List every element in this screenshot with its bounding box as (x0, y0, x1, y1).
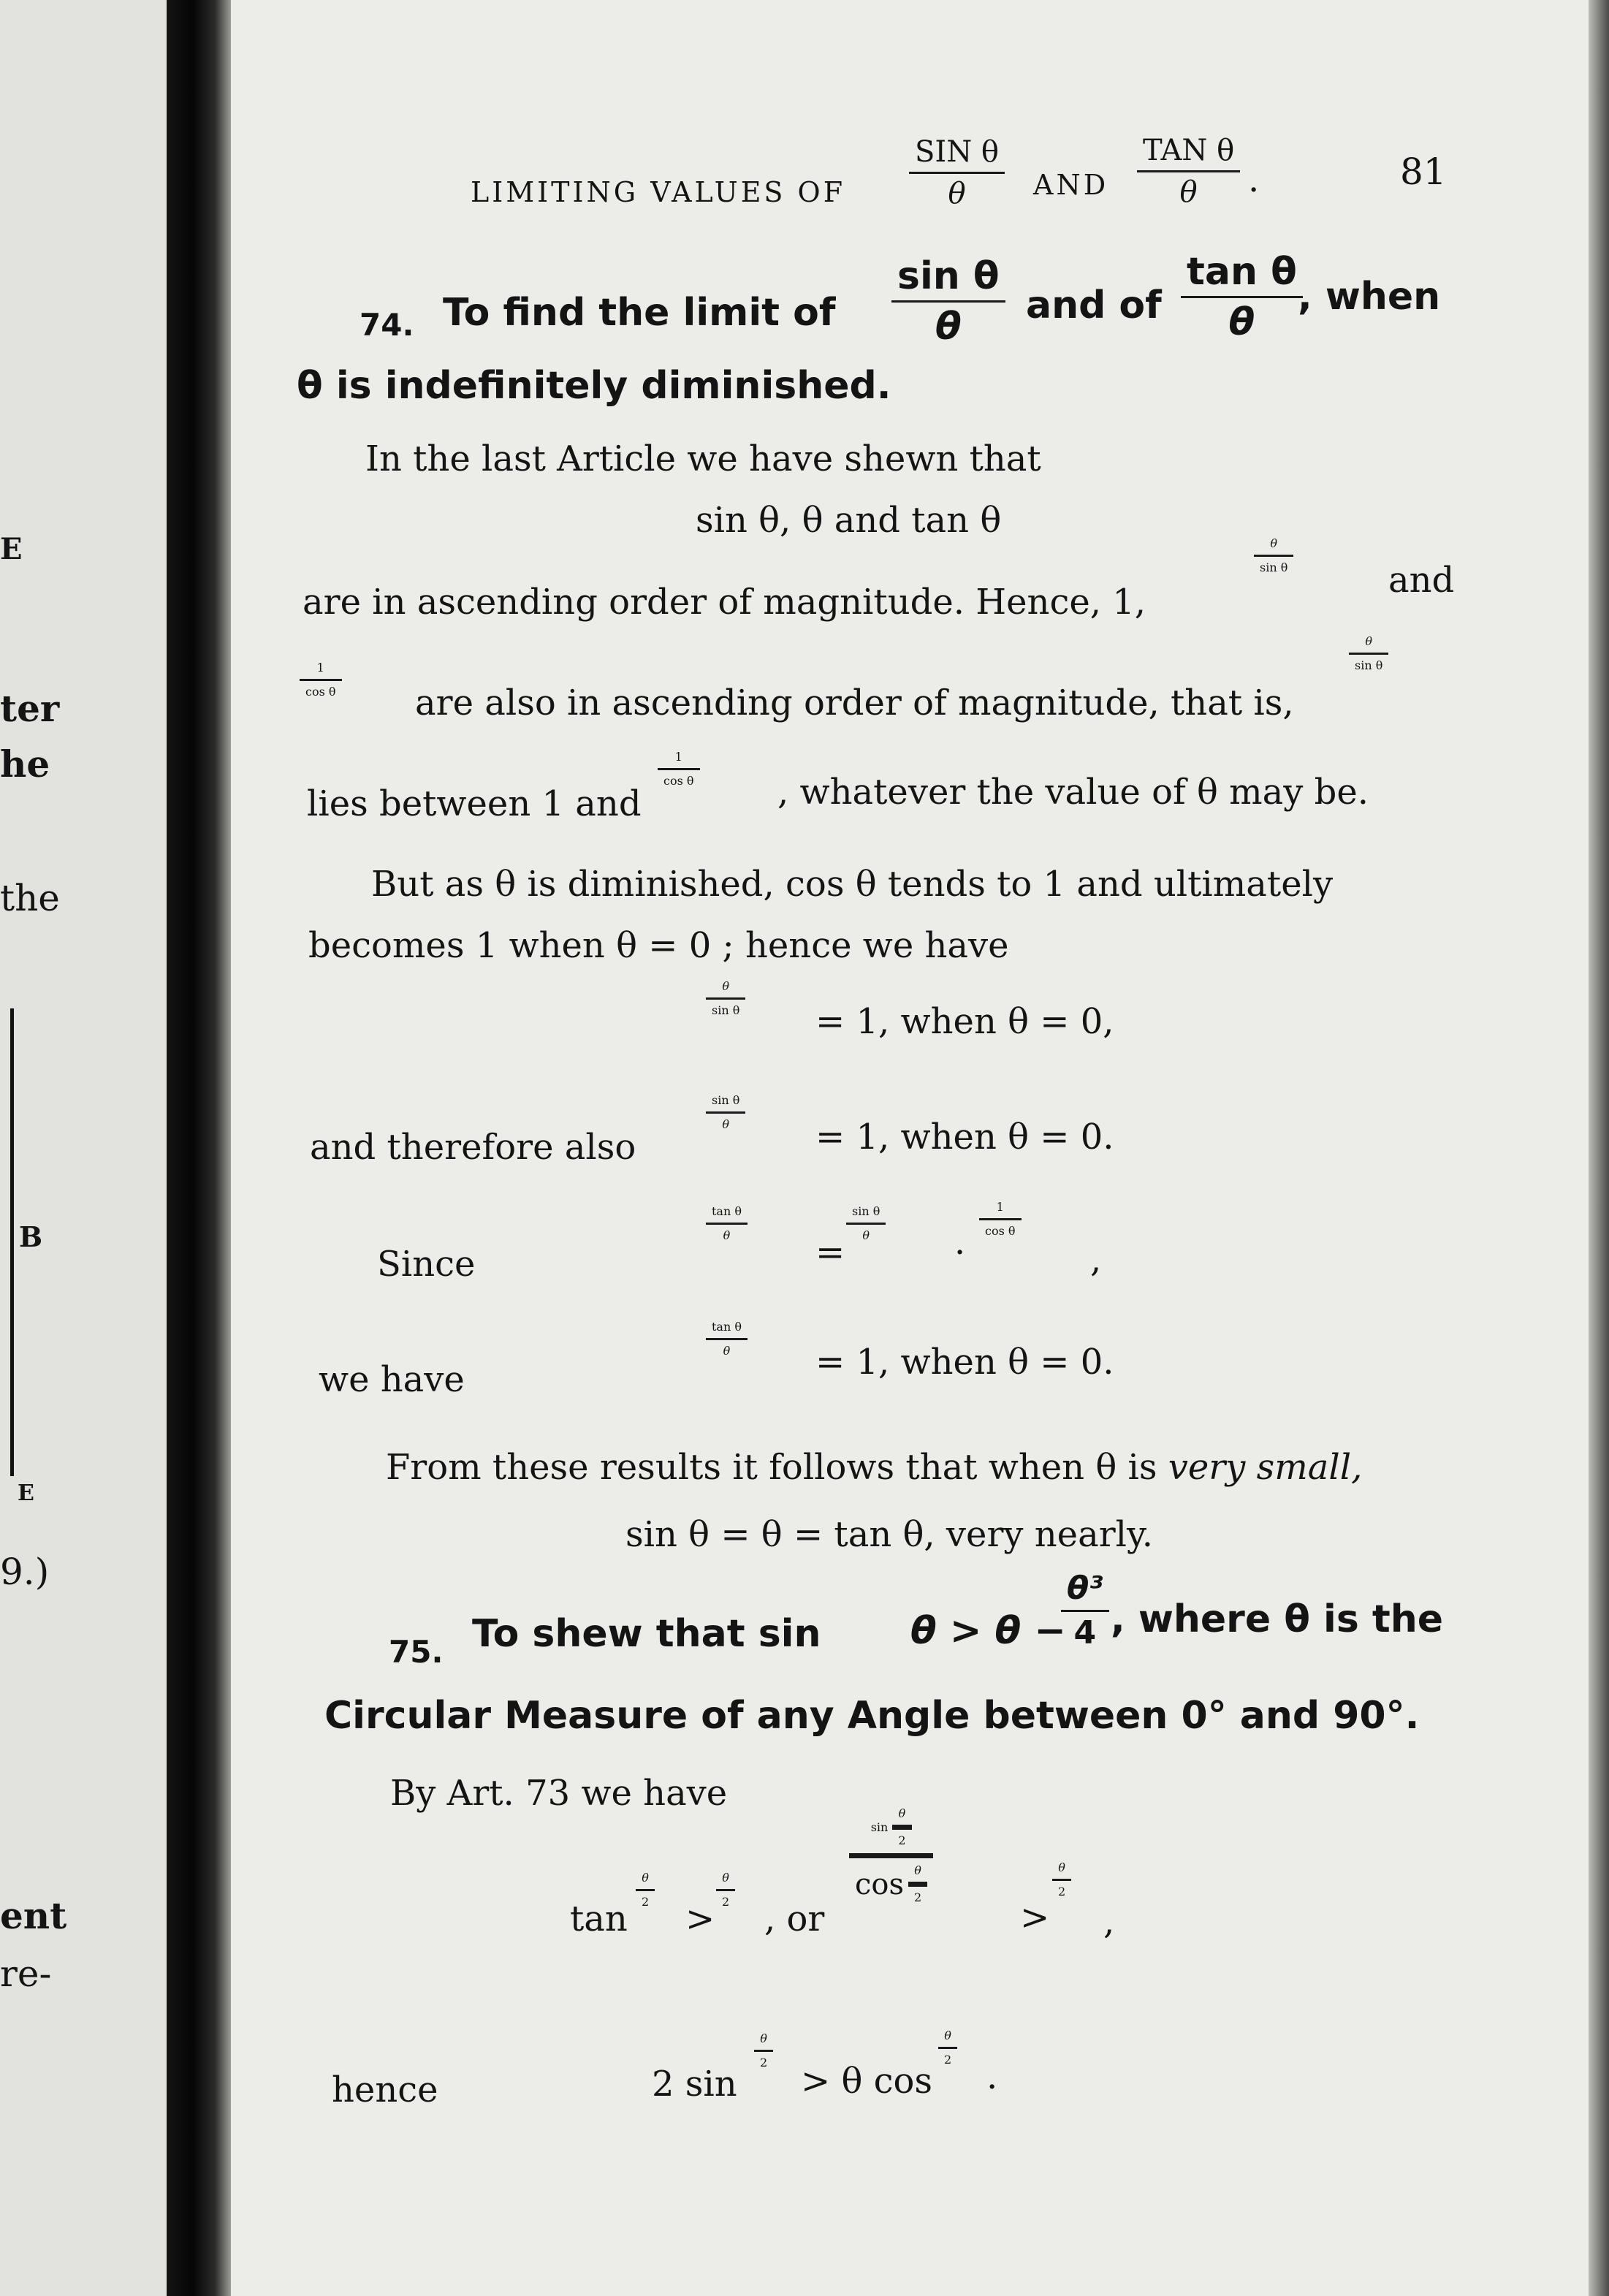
equation-label: we have (319, 1359, 465, 1400)
equation-fraction (716, 1871, 735, 1909)
equation-text: = 1, when θ = 0. (815, 1342, 1114, 1383)
diagram-line (10, 1008, 14, 1476)
fraction-denominator: sin θ (712, 1003, 740, 1017)
left-facing-page (0, 0, 170, 2296)
heading-text: , when (1298, 275, 1441, 319)
paragraph-line: In the last Article we have shewn that (365, 438, 1041, 479)
inline-fraction (300, 661, 342, 699)
heading-text: To find the limit of (443, 291, 836, 335)
fraction-denominator: 2 (642, 1895, 650, 1909)
equation-fraction (706, 1093, 745, 1132)
left-page-fragment: he (0, 742, 50, 786)
heading-fraction (1061, 1571, 1109, 1651)
equation-label: and therefore also (310, 1127, 636, 1168)
fraction-numerator: 1 (996, 1200, 1004, 1214)
emphasis-text: very small, (1168, 1447, 1363, 1488)
article-number: 75. (389, 1634, 444, 1670)
book-gutter (167, 0, 231, 2296)
equation-fraction (979, 1200, 1022, 1239)
header-period: . (1248, 159, 1260, 200)
equation-text: , or (764, 1898, 825, 1939)
header-fraction-tan (1137, 134, 1240, 208)
fraction-denominator: θ (723, 1228, 731, 1242)
page-number: 81 (1400, 151, 1447, 193)
fraction-numerator: θ (1270, 536, 1277, 550)
equation-label: Since (377, 1244, 476, 1285)
equation-text: > (685, 1898, 715, 1939)
left-page-fragment: E (18, 1480, 34, 1506)
fraction-numerator: θ (1365, 634, 1372, 648)
left-page-fragment: the (0, 877, 60, 919)
fraction-denominator: θ (1228, 300, 1255, 344)
paragraph-word: and (1388, 560, 1455, 601)
left-page-fragment: B (19, 1220, 43, 1253)
equation-text: = (815, 1232, 845, 1273)
equation-text: 2 sin (652, 2064, 737, 2105)
paragraph-line (386, 1447, 1363, 1488)
fraction-numerator: θ (722, 979, 729, 993)
header-fraction-sin (909, 136, 1005, 210)
nested-fraction (892, 1806, 911, 1848)
heading-text-line2: θ is indefinitely diminished. (297, 364, 891, 408)
heading-fraction-sin (891, 256, 1005, 347)
heading-text: To shew that sin (472, 1612, 821, 1656)
paragraph-line: becomes 1 when θ = 0 ; hence we have (308, 925, 1009, 966)
article-number: 74. (360, 307, 414, 343)
inline-fraction (1254, 536, 1293, 575)
equation-fraction (706, 979, 745, 1018)
inline-fraction (1349, 634, 1388, 673)
heading-text: and of (1026, 284, 1162, 327)
paragraph-line: By Art. 73 we have (390, 1773, 728, 1814)
equation-text: tan (570, 1898, 628, 1939)
fraction-numerator: θ (760, 2031, 767, 2045)
fraction-numerator: θ (1058, 1860, 1065, 1874)
fraction-denominator: θ (935, 305, 962, 349)
equation-text: = 1, when θ = 0. (815, 1117, 1114, 1157)
equation-fraction (846, 1204, 886, 1243)
fraction-numerator: sin θ (712, 1093, 740, 1107)
left-page-fragment: ter (0, 687, 60, 730)
fraction-numerator: 1 (674, 750, 682, 764)
fraction-numerator: tan θ (1187, 250, 1297, 294)
equation-text: > θ cos (801, 2061, 933, 2102)
equation-fraction (706, 1204, 748, 1243)
fraction-numerator: θ³ (1067, 1570, 1103, 1607)
equation-fraction (754, 2031, 773, 2070)
fraction-numerator (865, 1805, 918, 1850)
paragraph-line: But as θ is diminished, cos θ tends to 1 and ultimately (371, 864, 1334, 905)
fraction-numerator: θ (898, 1806, 906, 1820)
left-page-fragment: E (0, 532, 23, 566)
fraction-numerator: SIN θ (915, 135, 999, 169)
display-math: sin θ, θ and tan θ (696, 500, 1002, 541)
heading-text: , where θ is the (1111, 1597, 1444, 1641)
fraction-denominator: θ (723, 1344, 731, 1358)
equation-text: , (1103, 1901, 1115, 1942)
equation-fraction (1052, 1860, 1071, 1899)
fraction-denominator (849, 1862, 933, 1907)
equation-text: sin (870, 1820, 889, 1834)
nested-fraction (908, 1863, 927, 1905)
fraction-denominator: 2 (1058, 1885, 1066, 1898)
fraction-numerator: sin θ (852, 1204, 880, 1218)
heading-fraction-tan (1181, 251, 1303, 343)
fraction-numerator: tan θ (712, 1320, 742, 1334)
fraction-numerator: θ (722, 1871, 729, 1885)
equation-label: hence (332, 2069, 438, 2110)
left-page-fragment: 9.) (0, 1551, 50, 1593)
left-page-fragment: ent (0, 1894, 67, 1937)
fraction-numerator: sin θ (897, 254, 1000, 298)
fraction-denominator: θ (1179, 175, 1198, 209)
fraction-denominator: θ (862, 1228, 870, 1242)
fraction-numerator: θ (944, 2029, 951, 2042)
book-page (231, 0, 1589, 2296)
paragraph-line: are also in ascending order of magnitude, that is, (415, 683, 1294, 723)
running-title: LIMITING VALUES OF (471, 176, 846, 208)
equation-fraction (636, 1871, 655, 1909)
equation-text: cos (855, 1867, 905, 1901)
inline-fraction (658, 750, 700, 788)
fraction-denominator: sin θ (1355, 658, 1383, 672)
paragraph-text: From these results it follows that when θ is (386, 1447, 1157, 1488)
fraction-denominator: cos θ (985, 1224, 1016, 1238)
equation-text: · (954, 1232, 966, 1273)
fraction-denominator: 2 (944, 2053, 952, 2067)
fraction-denominator: 4 (1073, 1614, 1097, 1651)
fraction-numerator: TAN θ (1143, 134, 1235, 167)
fraction-denominator: 2 (722, 1895, 730, 1909)
equation-text: = 1, when θ = 0, (815, 1001, 1114, 1042)
paragraph-line: are in ascending order of magnitude. Hence, 1, (303, 582, 1146, 623)
heading-text-line2: Circular Measure of any Angle between 0° and 90°. (324, 1694, 1420, 1738)
heading-math: θ > θ − (910, 1609, 1066, 1653)
paragraph-line: , whatever the value of θ may be. (777, 772, 1369, 813)
fraction-denominator: cos θ (305, 685, 336, 699)
equation-text: > (1020, 1897, 1050, 1938)
paragraph-line: lies between 1 and (307, 783, 642, 824)
fraction-numerator: θ (914, 1863, 921, 1877)
fraction-denominator: 2 (760, 2056, 768, 2069)
display-math: sin θ = θ = tan θ, very nearly. (625, 1514, 1153, 1555)
fraction-numerator: θ (642, 1871, 649, 1885)
fraction-denominator: 2 (898, 1833, 906, 1847)
fraction-numerator: tan θ (712, 1204, 742, 1218)
equation-fraction (706, 1320, 748, 1358)
page-edge (1589, 0, 1609, 2296)
equation-fraction (938, 2029, 957, 2067)
fraction-denominator: sin θ (1260, 560, 1288, 574)
fraction-denominator: θ (948, 177, 966, 210)
fraction-numerator: 1 (316, 661, 324, 674)
equation-text: , (1090, 1239, 1102, 1280)
equation-text: . (986, 2056, 998, 2097)
fraction-denominator: 2 (914, 1890, 922, 1904)
fraction-denominator: θ (722, 1117, 729, 1131)
fraction-denominator: cos θ (663, 774, 694, 788)
header-and: AND (1033, 169, 1109, 201)
left-page-fragment: re- (0, 1953, 52, 1995)
compound-fraction (849, 1805, 933, 1907)
